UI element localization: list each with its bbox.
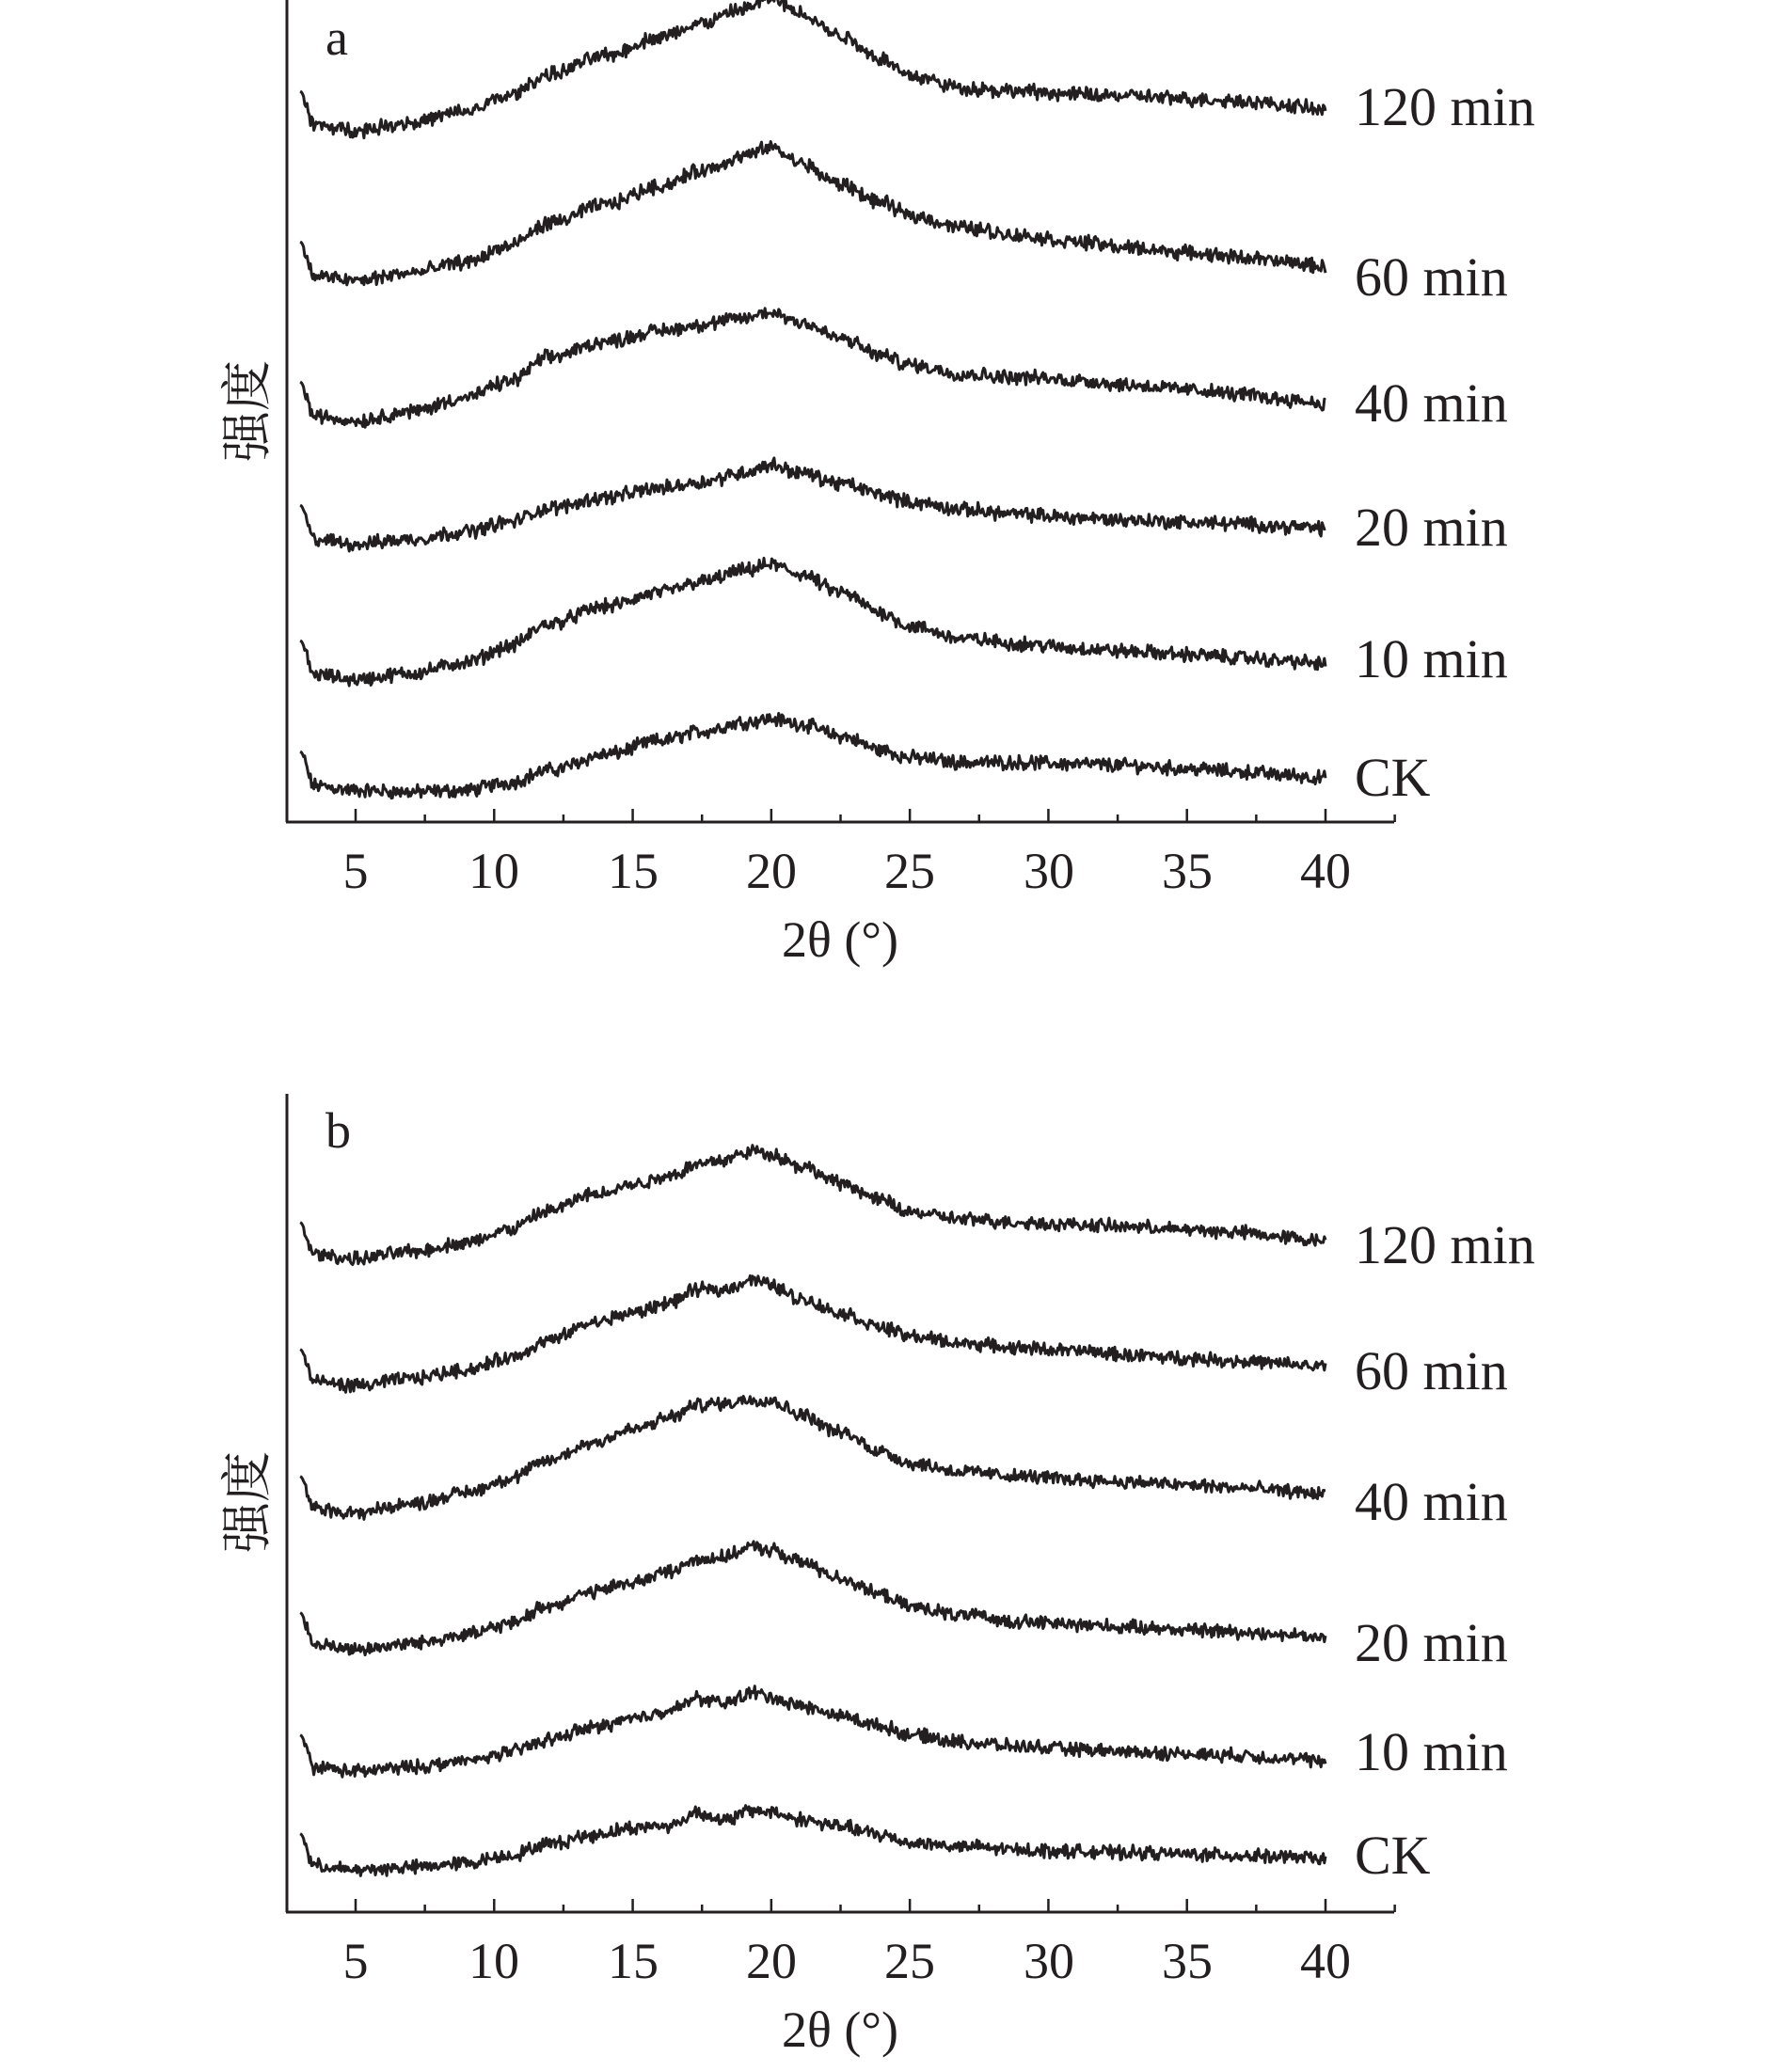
series-line-ck	[300, 1806, 1326, 1876]
panel-b-series-label: 120 min	[1355, 1214, 1535, 1275]
panel-b-tick-label: 35	[1162, 1933, 1213, 1989]
series-line-120-min	[300, 1146, 1326, 1265]
panel-a-series-label: 120 min	[1355, 76, 1535, 137]
panel-a-tick-label: 15	[608, 843, 659, 899]
series-line-40-min	[300, 1397, 1326, 1520]
series-line-10-min	[300, 558, 1326, 686]
panel-b-series-label: CK	[1355, 1825, 1431, 1886]
panel-a-tick-label: 35	[1162, 843, 1213, 899]
panel-b-tick-label: 30	[1024, 1933, 1074, 1989]
panel-b-tick-label: 5	[342, 1933, 369, 1989]
panel-a-tick-label: 10	[468, 843, 519, 899]
panel-a-curves	[300, 0, 1326, 799]
panel-b-tick-labels	[343, 1933, 1352, 1989]
panel-b-x-axis-title: 2θ (°)	[782, 2001, 898, 2058]
panel-b-ticks	[356, 1899, 1395, 1912]
series-line-20-min	[300, 458, 1326, 551]
panel-a-series-label: 60 min	[1355, 246, 1508, 308]
panel-a-x-axis-title: 2θ (°)	[782, 911, 898, 968]
panel-a-y-axis-title: 强度	[219, 360, 276, 462]
panel-b-series-label: 20 min	[1355, 1612, 1508, 1673]
panel-a-label: a	[325, 9, 348, 66]
panel-a-series-label: CK	[1355, 747, 1431, 808]
panel-b-y-axis-title: 强度	[219, 1451, 276, 1553]
panel-b-tick-label: 10	[468, 1933, 519, 1989]
panel-a-tick-labels	[343, 843, 1352, 899]
series-line-ck	[300, 713, 1326, 798]
series-line-60-min	[300, 142, 1326, 285]
series-line-10-min	[300, 1686, 1326, 1778]
panel-a-tick-label: 5	[342, 843, 369, 899]
panel-b-curves	[300, 1146, 1326, 1876]
panel-a-tick-label: 40	[1300, 843, 1351, 899]
panel-a-tick-label: 20	[746, 843, 797, 899]
panel-a-tick-label: 30	[1024, 843, 1074, 899]
panel-b-series-label: 10 min	[1355, 1721, 1508, 1782]
series-line-120-min	[300, 0, 1326, 138]
series-line-20-min	[300, 1542, 1326, 1655]
panel-b-series-label: 60 min	[1355, 1340, 1508, 1401]
panel-a-series-label: 10 min	[1355, 628, 1508, 689]
panel-b-tick-label: 20	[746, 1933, 797, 1989]
panel-b-series-label: 40 min	[1355, 1471, 1508, 1532]
panel-a-series-label: 40 min	[1355, 372, 1508, 434]
panel-a-series-label: 20 min	[1355, 497, 1508, 558]
panel-b-series-labels	[1355, 1214, 1535, 1886]
panel-a-ticks	[356, 809, 1395, 822]
panel-a-tick-label: 25	[884, 843, 935, 899]
panel-b	[219, 1094, 1535, 2058]
series-line-40-min	[300, 308, 1326, 428]
panel-b-label: b	[325, 1102, 351, 1159]
panel-b-tick-label: 40	[1300, 1933, 1351, 1989]
panel-a-series-labels	[1355, 76, 1535, 808]
series-line-60-min	[300, 1275, 1326, 1392]
panel-a	[219, 0, 1535, 968]
panel-b-tick-label: 25	[884, 1933, 935, 1989]
panel-b-tick-label: 15	[608, 1933, 659, 1989]
